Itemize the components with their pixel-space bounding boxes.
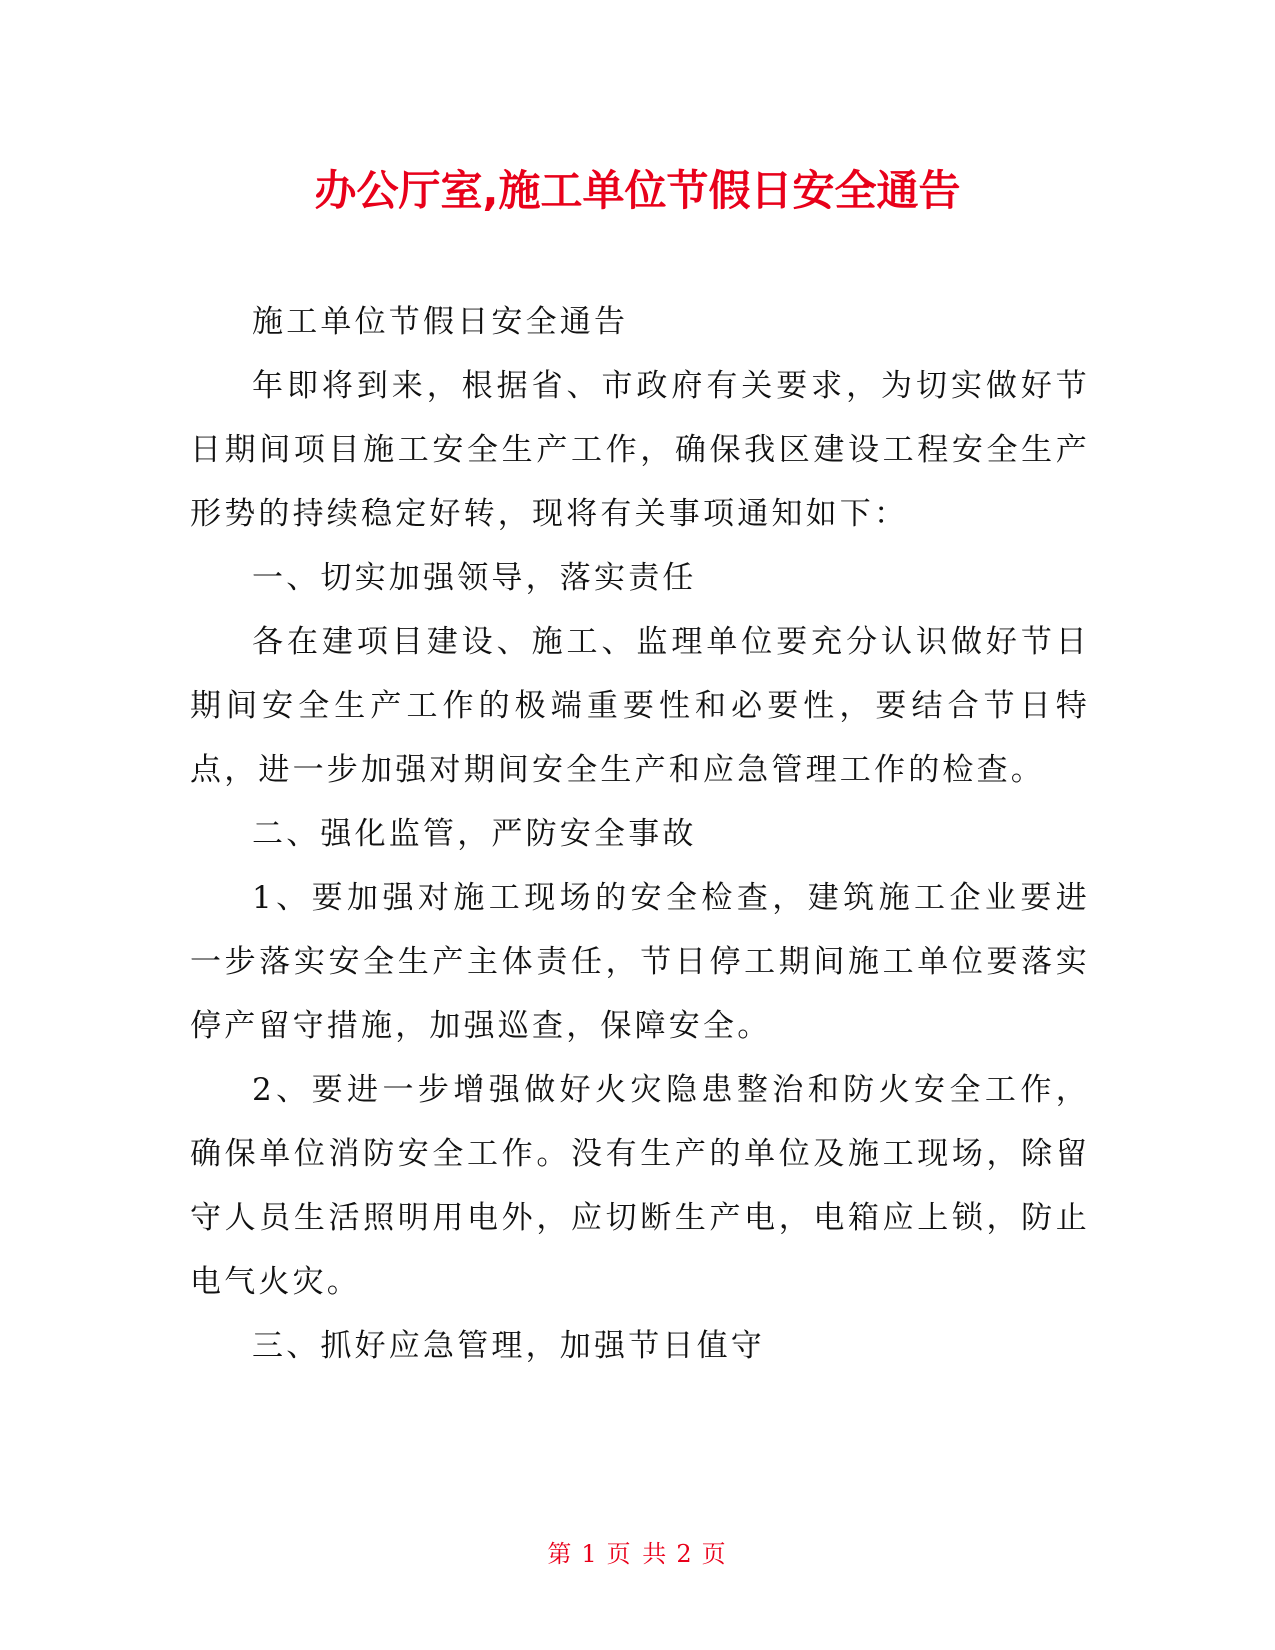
paragraph-intro: 年即将到来，根据省、市政府有关要求，为切实做好节日期间项目施工安全生产工作，确保我区建设工程安全生产形势的持续稳定好转，现将有关事项通知如下： <box>190 368 1090 532</box>
document-body <box>190 290 1090 1378</box>
section-heading-2: 二、强化监管，严防安全事故 <box>252 816 697 852</box>
section-heading-1: 一、切实加强领导，落实责任 <box>252 560 697 596</box>
footer-prefix: 第 <box>547 1540 574 1568</box>
section-heading-3: 三、抓好应急管理，加强节日值守 <box>252 1328 765 1364</box>
paragraph-section-1: 各在建项目建设、施工、监理单位要充分认识做好节日期间安全生产工作的极端重要性和必要性，要结合节日特点，进一步加强对期间安全生产和应急管理工作的检查。 <box>190 624 1090 788</box>
document-title: 办公厅室,施工单位节假日安全通告 <box>314 166 961 215</box>
footer-total-pages: 2 <box>676 1540 694 1568</box>
paragraph-item-1: 1、要加强对施工现场的安全检查，建筑施工企业要进一步落实安全生产主体责任，节日停工期间施工单位要落实停产留守措施，加强巡查，保障安全。 <box>190 880 1090 1044</box>
paragraph-item-2: 2、要进一步增强做好火灾隐患整治和防火安全工作，确保单位消防安全工作。没有生产的单位及施工现场，除留守人员生活照明用电外，应切断生产电，电箱应上锁，防止电气火灾。 <box>190 1072 1090 1300</box>
footer-page-number: 1 <box>581 1540 599 1568</box>
footer-suffix: 页 <box>701 1540 728 1568</box>
footer-middle: 页 共 <box>606 1540 669 1568</box>
page-footer <box>0 1538 1275 1570</box>
paragraph-heading: 施工单位节假日安全通告 <box>252 304 629 340</box>
